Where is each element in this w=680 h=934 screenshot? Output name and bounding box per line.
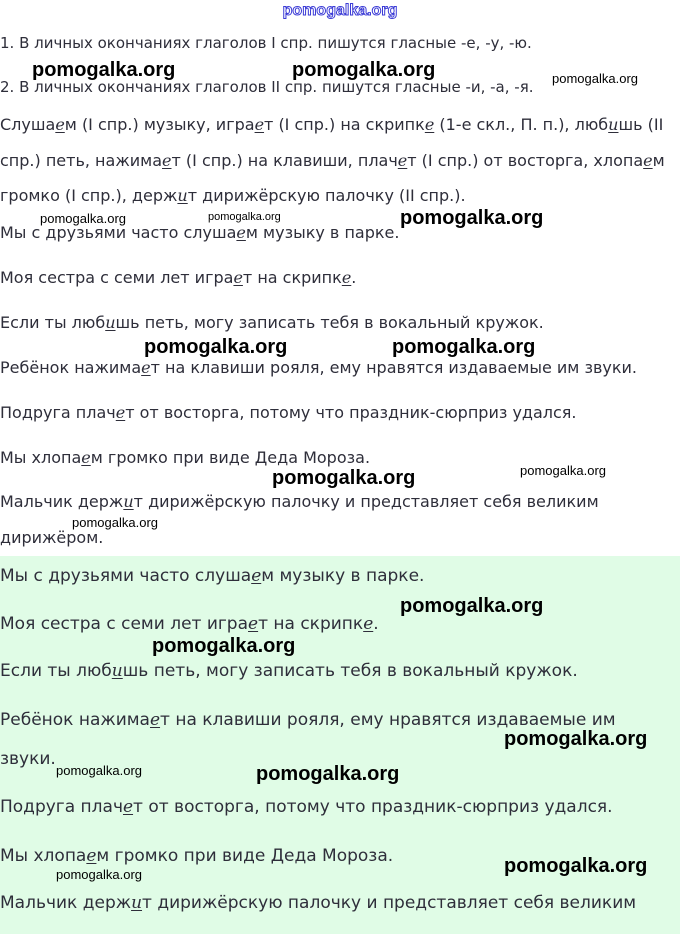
watermark-text: pomogalka.org bbox=[40, 211, 126, 226]
exercise-sentence bbox=[0, 492, 599, 511]
watermark-text: pomogalka.org bbox=[56, 763, 142, 778]
text-segment: Мы хлопа bbox=[0, 448, 82, 467]
highlighted-vowel: е bbox=[397, 151, 408, 170]
highlighted-vowel: е bbox=[424, 115, 435, 134]
highlighted-vowel: е bbox=[643, 151, 653, 170]
answer-sentence bbox=[0, 566, 424, 586]
text-segment: Ребёнок нажима bbox=[0, 710, 150, 730]
highlighted-vowel: е bbox=[254, 115, 265, 134]
exercise-sentence bbox=[0, 448, 370, 467]
text-segment: Моя сестра с семи лет игра bbox=[0, 614, 249, 634]
text-segment: Подруга плач bbox=[0, 797, 123, 817]
watermark-text: pomogalka.org bbox=[400, 207, 544, 229]
text-segment: м музыку в парке. bbox=[245, 223, 400, 242]
text-segment: т на скрипк bbox=[258, 614, 364, 634]
highlighted-vowel: и bbox=[111, 661, 123, 681]
highlighted-vowel: е bbox=[236, 223, 246, 242]
text-segment: т от восторга, потому что праздник-сюрприз удался. bbox=[133, 797, 613, 817]
watermark-text: pomogalka.org bbox=[504, 728, 648, 750]
text-segment: дирижёром. bbox=[0, 528, 104, 547]
text-segment: Если ты люб bbox=[0, 313, 106, 332]
watermark-text: pomogalka.org bbox=[32, 59, 176, 81]
answer-sentence bbox=[0, 846, 393, 866]
text-segment: Если ты люб bbox=[0, 661, 112, 681]
highlighted-vowel: е bbox=[248, 614, 259, 634]
rule-line: 1. В личных окончаниях глаголов I спр. пишутся гласные -е, -у, -ю. bbox=[0, 34, 532, 52]
text-segment: м громко при виде Деда Мороза. bbox=[90, 448, 371, 467]
answer-sentence bbox=[0, 710, 616, 730]
exercise-sentence bbox=[0, 313, 544, 332]
text-segment: т дирижёрскую палочку и представляет себя великим bbox=[133, 492, 599, 511]
answer-sentence bbox=[0, 614, 379, 634]
answer-sentence bbox=[0, 893, 636, 913]
text-segment: Подруга плач bbox=[0, 403, 116, 422]
watermark-text: pomogalka.org bbox=[552, 71, 638, 86]
highlighted-vowel: е bbox=[363, 614, 374, 634]
highlighted-vowel: е bbox=[149, 710, 161, 730]
text-segment: Мальчик держ bbox=[0, 492, 124, 511]
rule-line: 2. В личных окончаниях глаголов II спр. пишутся гласные -и, -а, -я. bbox=[0, 78, 534, 96]
text-segment: спр.) петь, нажима bbox=[0, 151, 163, 170]
watermark-text: pomogalka.org bbox=[400, 595, 544, 617]
watermark-text: pomogalka.org bbox=[56, 867, 142, 882]
text-segment: т дирижёрскую палочку и представляет себя великим bbox=[142, 893, 637, 913]
exercise-sentence bbox=[0, 268, 356, 287]
text-segment: . bbox=[351, 268, 357, 287]
text-segment: громко (I спр.), держ bbox=[0, 186, 178, 205]
exercise-sentence bbox=[0, 528, 103, 547]
highlighted-vowel: е bbox=[86, 846, 97, 866]
exercise-sentence bbox=[0, 403, 577, 422]
text-segment: т (I спр.) от восторга, хлопа bbox=[407, 151, 644, 170]
text-segment: (1-е скл., П. п.), люб bbox=[434, 115, 609, 134]
watermark-text: pomogalka.org bbox=[504, 855, 648, 877]
explanation-line bbox=[0, 186, 466, 205]
watermark-text: pomogalka.org bbox=[72, 515, 158, 530]
highlighted-vowel: е bbox=[341, 268, 352, 287]
watermark-text: pomogalka.org bbox=[520, 463, 606, 478]
highlighted-vowel: е bbox=[233, 268, 243, 287]
text-segment: т (I спр.) на клавиши, плач bbox=[171, 151, 398, 170]
text-segment: Моя сестра с семи лет игра bbox=[0, 268, 234, 287]
highlighted-vowel: е bbox=[251, 566, 262, 586]
text-segment: шь петь, могу записать тебя в вокальный кружок. bbox=[122, 661, 578, 681]
watermark-text: pomogalka.org bbox=[256, 763, 400, 785]
text-segment: т (I спр.) на скрипк bbox=[264, 115, 425, 134]
answer-sentence bbox=[0, 749, 56, 769]
highlighted-vowel: и bbox=[177, 186, 188, 205]
highlighted-vowel: е bbox=[141, 358, 151, 377]
text-segment: м музыку в парке. bbox=[261, 566, 425, 586]
watermark-text: pomogalka.org bbox=[144, 336, 288, 358]
text-segment: Ребёнок нажима bbox=[0, 358, 142, 377]
highlighted-vowel: е bbox=[162, 151, 172, 170]
watermark-text: pomogalka.org bbox=[292, 59, 436, 81]
highlighted-vowel: е bbox=[55, 115, 65, 134]
text-segment: . bbox=[373, 614, 379, 634]
text-segment: Мы с друзьями часто слуша bbox=[0, 223, 237, 242]
text-segment: шь (II bbox=[618, 115, 664, 134]
watermark-text: pomogalka.org bbox=[152, 635, 296, 657]
highlighted-vowel: е bbox=[81, 448, 91, 467]
watermark-text: pomogalka.org bbox=[208, 211, 281, 223]
text-segment: т дирижёрскую палочку (II спр.). bbox=[187, 186, 466, 205]
text-segment: м громко при виде Деда Мороза. bbox=[96, 846, 394, 866]
exercise-sentence bbox=[0, 358, 637, 377]
text-segment: Мы с друзьями часто слуша bbox=[0, 566, 252, 586]
watermark-text: pomogalka.org bbox=[272, 467, 416, 489]
answer-sentence bbox=[0, 661, 578, 681]
explanation-line bbox=[0, 151, 665, 170]
highlighted-vowel: и bbox=[105, 313, 116, 332]
highlighted-vowel: и bbox=[131, 893, 143, 913]
text-segment: Мы хлопа bbox=[0, 846, 87, 866]
highlighted-vowel: и bbox=[608, 115, 619, 134]
answer-sentence bbox=[0, 797, 613, 817]
text-segment: т от восторга, потому что праздник-сюрприз удался. bbox=[125, 403, 577, 422]
text-segment: Мальчик держ bbox=[0, 893, 132, 913]
text-segment: т на клавиши рояля, ему нравятся издаваемые им bbox=[160, 710, 616, 730]
text-segment: т на скрипк bbox=[242, 268, 342, 287]
text-segment: Слуша bbox=[0, 115, 56, 134]
text-segment: шь петь, могу записать тебя в вокальный кружок. bbox=[115, 313, 544, 332]
highlighted-vowel: е bbox=[115, 403, 126, 422]
text-segment: м (I спр.) музыку, игра bbox=[64, 115, 255, 134]
highlighted-vowel: е bbox=[122, 797, 134, 817]
watermark-text: pomogalka.org bbox=[392, 336, 536, 358]
text-segment: т на клавиши рояля, ему нравятся издаваемые им звуки. bbox=[150, 358, 637, 377]
explanation-line bbox=[0, 115, 663, 134]
text-segment: м bbox=[652, 151, 665, 170]
highlighted-vowel: и bbox=[123, 492, 134, 511]
watermark-header[interactable]: pomogalka.org bbox=[282, 2, 398, 19]
text-segment: звуки. bbox=[0, 749, 56, 769]
